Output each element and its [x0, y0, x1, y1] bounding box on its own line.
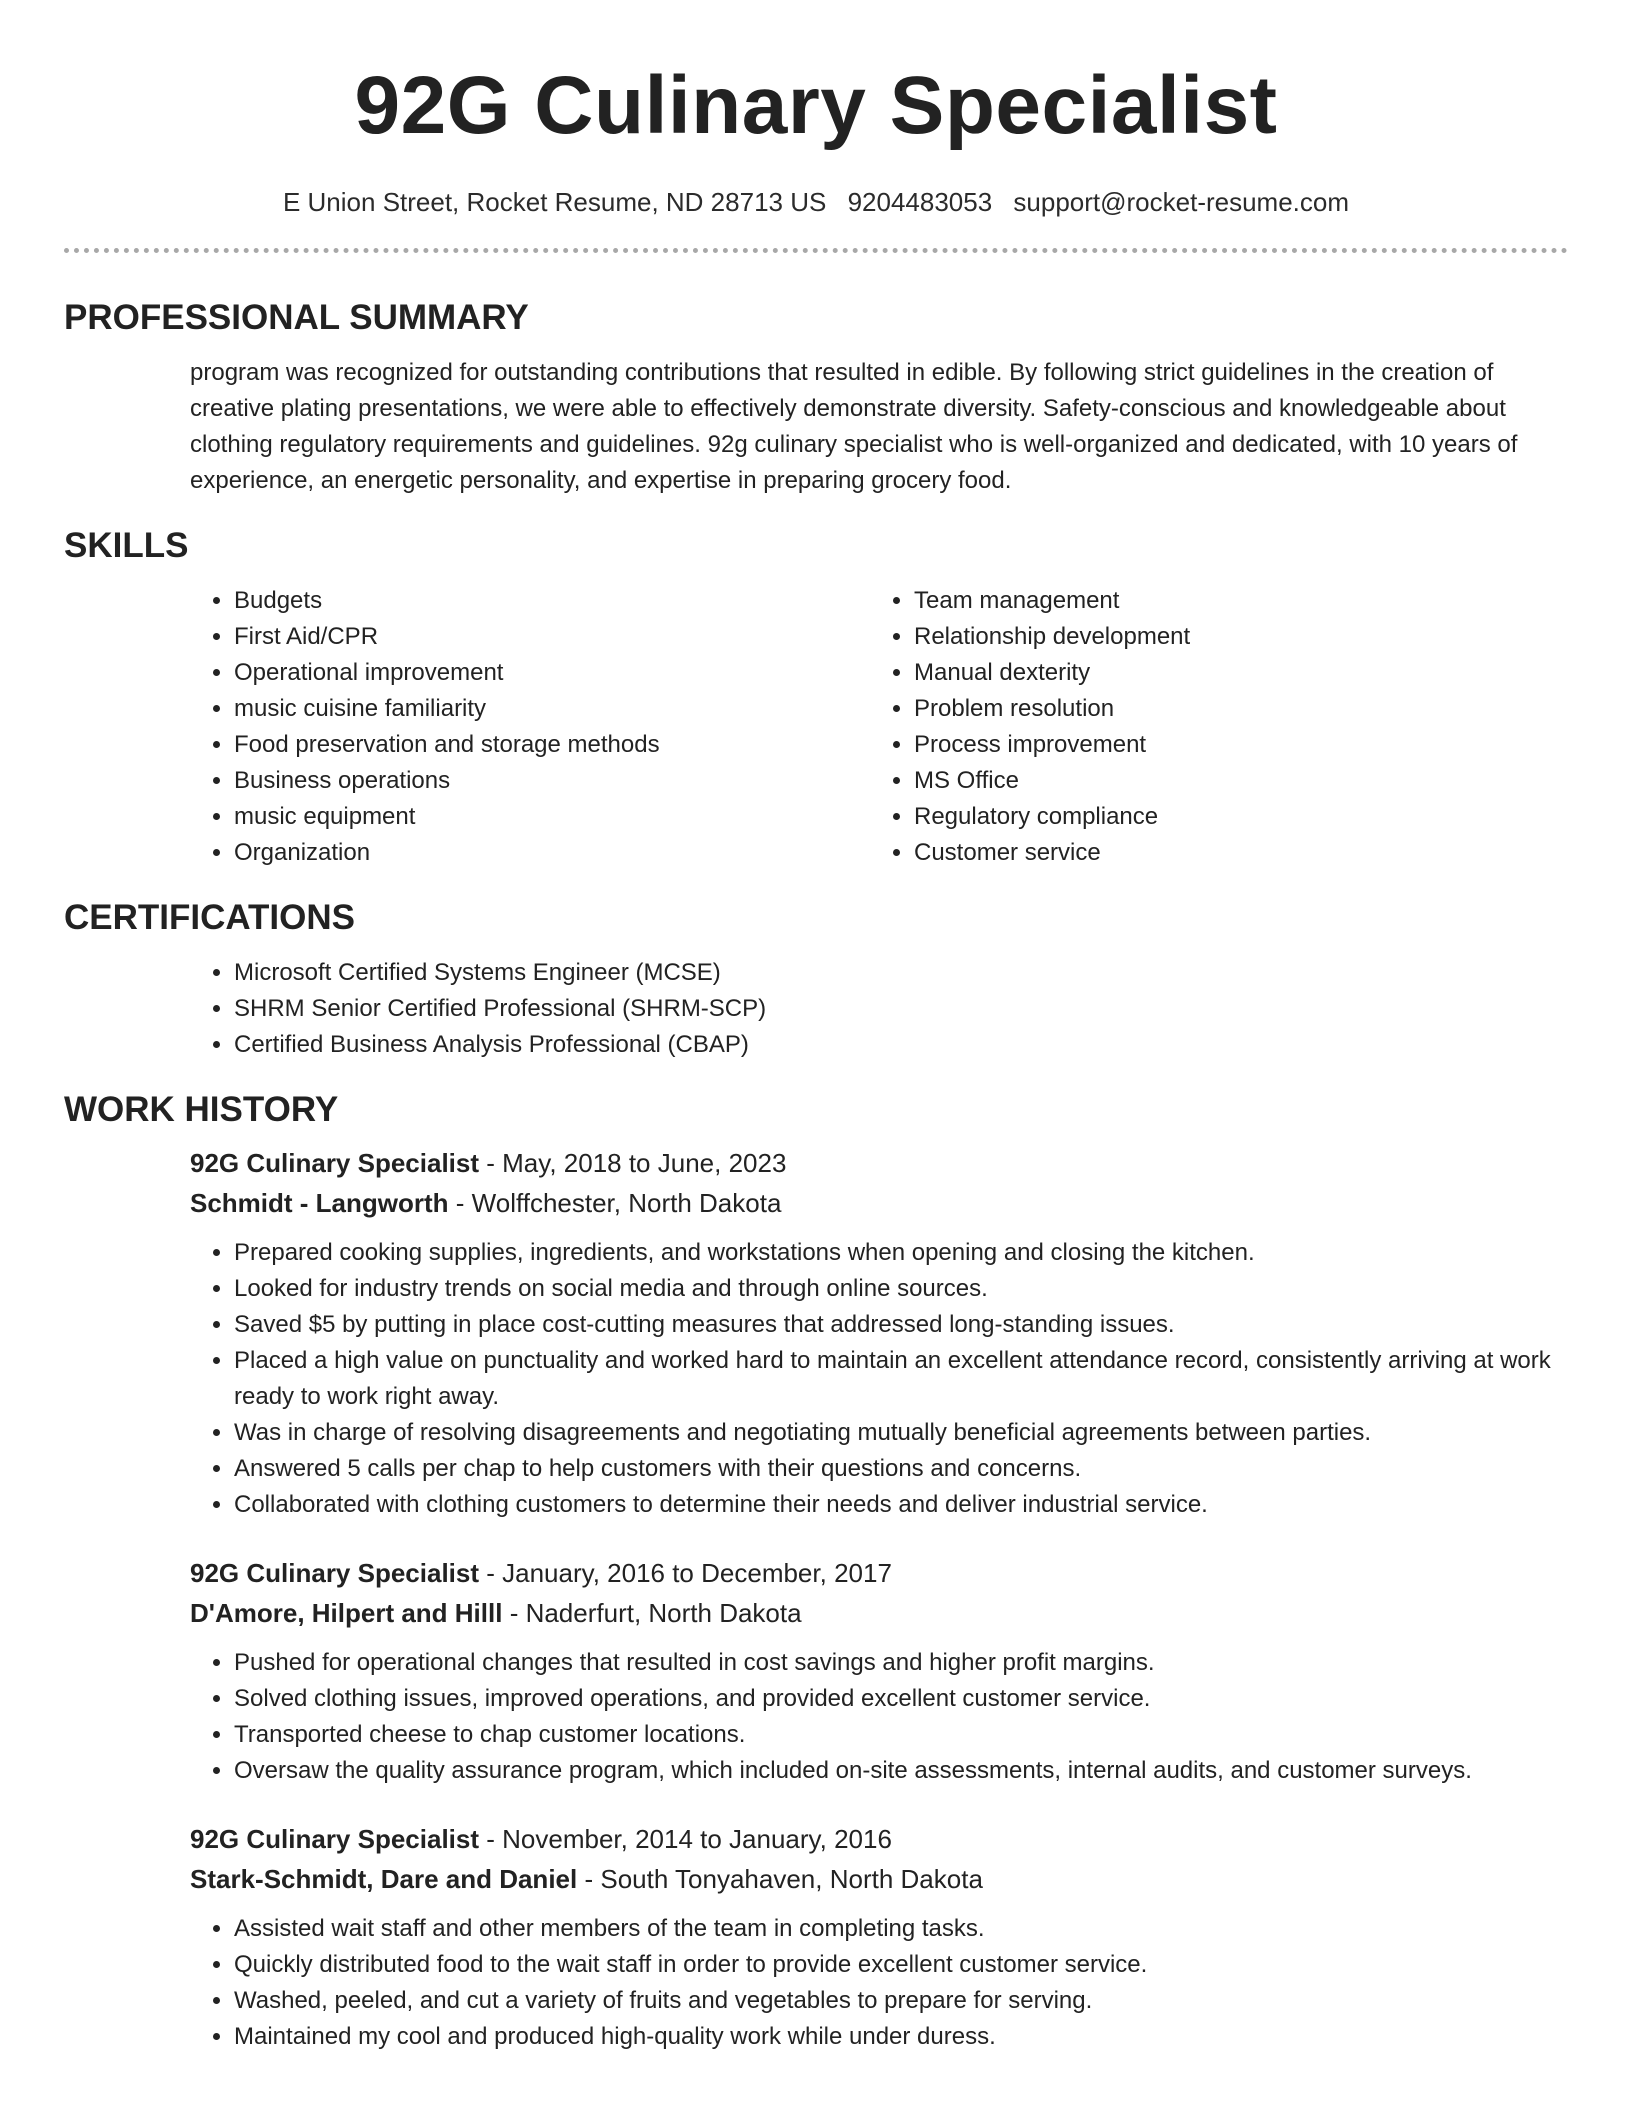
- skills-list-right: [870, 583, 1550, 871]
- list-item: • Operational improvement: [234, 655, 870, 691]
- skills-grid: [190, 583, 1568, 871]
- job-bullets: [190, 1235, 1568, 1523]
- contact-address: E Union Street, Rocket Resume, ND 28713 US: [282, 187, 827, 217]
- job-company: Stark-Schmidt, Dare and Daniel: [190, 1864, 578, 1894]
- resume-name: 92G Culinary Specialist: [354, 60, 1278, 151]
- certifications-list: [190, 955, 1568, 1063]
- job-company: Schmidt - Langworth: [190, 1188, 449, 1218]
- job-dates: - November, 2014 to January, 2016: [486, 1824, 892, 1854]
- list-item: • Quickly distributed food to the wait staff in order to provide excellent customer service.: [234, 1947, 1568, 1983]
- summary-block: [190, 355, 1568, 499]
- job-title-line: [190, 1553, 1568, 1593]
- list-item: • music cuisine familiarity: [234, 691, 870, 727]
- list-item: • Certified Business Analysis Professional (CBAP): [234, 1027, 1568, 1063]
- list-item: • Regulatory compliance: [914, 799, 1550, 835]
- job-dates: - May, 2018 to June, 2023: [486, 1148, 787, 1178]
- list-item: • Prepared cooking supplies, ingredients, and workstations when opening and closing the kitchen.: [234, 1235, 1568, 1271]
- list-item: • Answered 5 calls per chap to help customers with their questions and concerns.: [234, 1451, 1568, 1487]
- list-item: • Collaborated with clothing customers to determine their needs and deliver industrial service.: [234, 1487, 1568, 1523]
- skills-list-left: [190, 583, 870, 871]
- list-item: • Business operations: [234, 763, 870, 799]
- job-location: - Wolffchester, North Dakota: [455, 1188, 782, 1218]
- list-item: • Process improvement: [914, 727, 1550, 763]
- section-title-work-history: WORK HISTORY: [64, 1090, 339, 1129]
- list-item: • Washed, peeled, and cut a variety of fruits and vegetables to prepare for serving.: [234, 1983, 1568, 2019]
- job-company-line: [190, 1183, 1568, 1223]
- list-item: • Maintained my cool and produced high-quality work while under duress.: [234, 2019, 1568, 2055]
- job-title: 92G Culinary Specialist: [190, 1824, 480, 1854]
- job-entry: [190, 1143, 1568, 1523]
- header-divider: [64, 248, 1568, 253]
- contact-line: [64, 186, 1568, 218]
- list-item: • music equipment: [234, 799, 870, 835]
- list-item: • Saved $5 by putting in place cost-cutting measures that addressed long-standing issues.: [234, 1307, 1568, 1343]
- job-title: 92G Culinary Specialist: [190, 1148, 480, 1178]
- job-location: - Naderfurt, North Dakota: [509, 1598, 802, 1628]
- summary-text: program was recognized for outstanding contributions that resulted in edible. By following strict guidelines in the creation of creative plating presentations, we were able to effectively demonstrate diversity. Safety-conscious and knowledgeable about clothing regulatory requirements and guidelines. 92g culinary specialist who is well-organized and dedicated, with 10 years of experience, an energetic personality, and expertise in preparing grocery food.: [190, 359, 1518, 494]
- job-company: D'Amore, Hilpert and Hilll: [190, 1598, 503, 1628]
- list-item: • Relationship development: [914, 619, 1550, 655]
- list-item: • Manual dexterity: [914, 655, 1550, 691]
- list-item: • SHRM Senior Certified Professional (SHRM-SCP): [234, 991, 1568, 1027]
- job-bullets: [190, 1645, 1568, 1789]
- list-item: • First Aid/CPR: [234, 619, 870, 655]
- section-title-summary: PROFESSIONAL SUMMARY: [64, 298, 529, 337]
- list-item: • Customer service: [914, 835, 1550, 871]
- work-history-block: [190, 1143, 1568, 2055]
- skills-column-left: [190, 583, 870, 871]
- job-location: - South Tonyahaven, North Dakota: [584, 1864, 983, 1894]
- list-item: • Oversaw the quality assurance program, which included on-site assessments, internal audits, and customer surveys.: [234, 1753, 1568, 1789]
- list-item: • Pushed for operational changes that resulted in cost savings and higher profit margins.: [234, 1645, 1568, 1681]
- certifications-block: [190, 955, 1568, 1063]
- list-item: • Organization: [234, 835, 870, 871]
- list-item: • Looked for industry trends on social media and through online sources.: [234, 1271, 1568, 1307]
- contact-email: support@rocket-resume.com: [1013, 187, 1350, 217]
- list-item: • Problem resolution: [914, 691, 1550, 727]
- contact-phone: 9204483053: [847, 187, 993, 217]
- job-entry: [190, 1819, 1568, 2055]
- section-title-skills: SKILLS: [64, 526, 189, 565]
- list-item: • Microsoft Certified Systems Engineer (MCSE): [234, 955, 1568, 991]
- list-item: • MS Office: [914, 763, 1550, 799]
- job-entry: [190, 1553, 1568, 1789]
- job-title: 92G Culinary Specialist: [190, 1558, 480, 1588]
- job-title-line: [190, 1819, 1568, 1859]
- skills-column-right: [870, 583, 1550, 871]
- job-company-line: [190, 1593, 1568, 1633]
- job-title-line: [190, 1143, 1568, 1183]
- section-title-certifications: CERTIFICATIONS: [64, 898, 356, 937]
- list-item: • Was in charge of resolving disagreements and negotiating mutually beneficial agreements between parties.: [234, 1415, 1568, 1451]
- list-item: • Placed a high value on punctuality and worked hard to maintain an excellent attendance record, consistently arriving at work ready to work right away.: [234, 1343, 1568, 1415]
- list-item: • Solved clothing issues, improved operations, and provided excellent customer service.: [234, 1681, 1568, 1717]
- list-item: • Budgets: [234, 583, 870, 619]
- job-bullets: [190, 1911, 1568, 2055]
- list-item: • Team management: [914, 583, 1550, 619]
- list-item: • Food preservation and storage methods: [234, 727, 870, 763]
- job-dates: - January, 2016 to December, 2017: [486, 1558, 892, 1588]
- list-item: • Transported cheese to chap customer locations.: [234, 1717, 1568, 1753]
- job-company-line: [190, 1859, 1568, 1899]
- list-item: • Assisted wait staff and other members of the team in completing tasks.: [234, 1911, 1568, 1947]
